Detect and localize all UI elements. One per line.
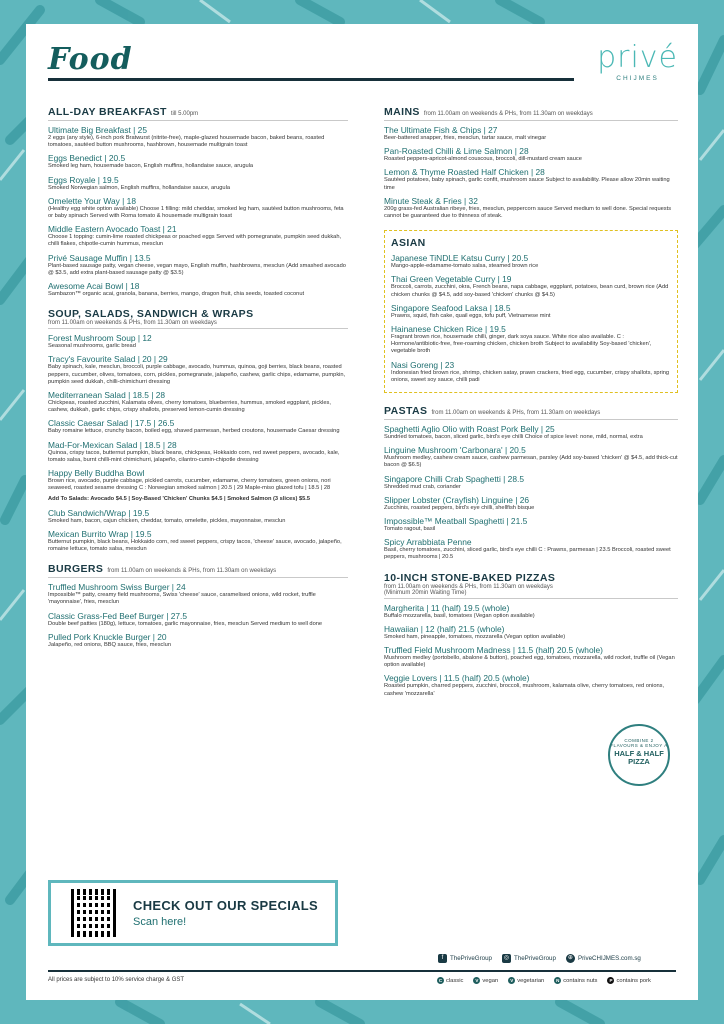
item-desc: Baby spinach, kale, mesclun, broccoli, purple cabbage, avocado, hummus, quinoa, goji berries, black beans, roasted peppers, cucumber, olives, tomatoes, corn, pickles, pomegranate, jalapeño, cashew, garlic chips, edamame, pumpkin, pumpkin seed dukkah, chilli-chimichurri dressing — [48, 364, 346, 385]
menu-item — [48, 611, 348, 628]
item-name: Veggie Lovers | 11.5 (half) 20.5 (whole) — [384, 673, 530, 684]
item-desc: Broccoli, carrots, zucchini, okra, French beans, napa cabbage, eggplant, potatoes, bean curd, brown rice (Add chicken chunks @ $4.5, add soy-based 'chicken' chunks @ $4.5) — [391, 284, 669, 298]
item-name: Hawaiian | 12 (half) 21.5 (whole) — [384, 623, 505, 634]
item-desc: Basil, cherry tomatoes, zucchini, sliced garlic, bird's eye chilli C : Prawns, parmesan | 23.5 Broccoli, roasted sweet peppers, mushrooms | 20.5 — [384, 547, 671, 561]
item-desc: Beer-battered snapper, fries, mesclun, tartar sauce, malt vinegar — [384, 135, 547, 141]
legend-item — [553, 977, 597, 984]
item-desc: Choose 1 topping: cumin-lime roasted chickpeas or poached eggs Served with pomegranate, pumpkin seed dukkah, chilli flakes, chipotle-cumin hummus, mesclun — [48, 234, 342, 248]
item-name: Impossible™ Meatball Spaghetti | 21.5 — [384, 516, 528, 527]
item-name: Eggs Royale | 19.5 — [48, 174, 119, 185]
section-title: BURGERS — [48, 563, 104, 576]
item-name: Margherita | 11 (half) 19.5 (whole) — [384, 602, 510, 613]
menu-item — [48, 253, 348, 277]
legend-label: contains nuts — [563, 977, 598, 984]
vegetarian-icon: V — [510, 978, 514, 983]
legend-label: contains pork — [616, 977, 651, 984]
menu-item — [48, 632, 348, 649]
item-desc: Smoked ham, bacon, cajun chicken, cheddar, tomato, omelette, pickles, mayonnaise, mesclun — [48, 517, 286, 524]
menu-item — [48, 125, 348, 149]
instagram-icon: ◎ — [503, 955, 510, 961]
menu-item — [384, 624, 678, 641]
item-name: The Ultimate Fish & Chips | 27 — [384, 125, 498, 135]
section-breakfast — [48, 106, 348, 298]
item-desc: Brown rice, avocado, purple cabbage, pickled carrots, cucumber, edamame, cherry tomatoes, green onions, nori seaweed, roasted sesame dressing C : Norwegian smoked salmon | 20.5 | 29 Maple-miso glazed tofu | 18.5 | 28 — [48, 478, 331, 492]
item-desc: Double beef patties (180g), lettuce, tomatoes, garlic mayonnaise, fries, mesclun Served medium to well done — [48, 620, 323, 627]
menu-item — [384, 196, 678, 220]
section-subtitle-2: (Minimum 20min Waiting Time) — [384, 589, 467, 596]
item-name: Spicy Arrabbiata Penne — [384, 537, 472, 548]
menu-item — [384, 516, 678, 533]
item-name: Add To Salads: Avocado $4.5 | Soy-Based 'Chicken' Chunks $4.5 | Smoked Salmon (3 slices) $5.5 — [48, 496, 311, 503]
item-desc: Shredded mud crab, coriander — [384, 483, 461, 490]
legend-item — [507, 977, 544, 984]
globe-icon: ⊕ — [567, 955, 573, 961]
item-name: Tracy's Favourite Salad | 20 | 29 — [48, 354, 168, 365]
section-title: MAINS — [384, 106, 420, 118]
social-label: ThePriveGroup — [450, 955, 492, 962]
item-name: Ultimate Big Breakfast | 25 — [48, 125, 147, 135]
social-label: ThePriveGroup — [513, 955, 556, 962]
half-and-half-badge — [608, 724, 670, 786]
item-desc: Tomato ragout, basil — [384, 526, 436, 533]
section-title: SOUP, SALADS, SANDWICH & WRAPS — [48, 308, 254, 321]
item-name: Happy Belly Buddha Bowl — [48, 468, 145, 479]
section-title: ALL-DAY BREAKFAST — [48, 106, 167, 118]
menu-item — [48, 418, 348, 435]
item-desc: Mushroom medley (portobello, abalone & button), poached egg, tomatoes, mozzarella, wild rocket, truffle oil (Vegan option available) — [384, 655, 675, 669]
item-desc: Mushroom medley, cashew cream sauce, cashew parmesan, parsley (Add soy-based 'chicken' @ $4.5, add thick-cut bacon @ $6.5) — [384, 455, 678, 469]
section-subtitle: from 11.00am on weekends & PHs, from 11.30am on weekdays — [423, 111, 593, 117]
item-name: Awesome Acai Bowl | 18 — [48, 281, 140, 292]
section-subtitle: from 11.00am on weekends & PHs, from 11.30am on weekdays — [431, 410, 601, 417]
menu-item — [384, 673, 678, 697]
badge-small-text: COMBINE 2 FLAVOURS & ENJOY A — [610, 738, 668, 748]
menu-item — [391, 324, 671, 356]
menu-item — [48, 153, 348, 170]
item-name: Slipper Lobster (Crayfish) Linguine | 26 — [384, 494, 530, 505]
item-desc: Smoked leg ham, housemade bacon, English muffins, hollandaise sauce, arugula — [48, 163, 254, 170]
legend-label: vegan — [482, 977, 499, 984]
item-desc: Sundried tomatoes, bacon, sliced garlic, bird's eye chilli Choice of spice level: none, mild, normal, extra — [384, 434, 643, 441]
item-name: Pulled Pork Knuckle Burger | 20 — [48, 631, 167, 642]
menu-item — [48, 468, 348, 492]
vegan-icon: V — [475, 978, 479, 983]
specials-subtitle: Scan here! — [133, 916, 187, 928]
item-desc: Indonesian fried brown rice, shrimp, chicken satay, prawn crackers, fried egg, cucumber, crispy shallots, spring onions, sweet soy sauce, chilli padi — [391, 369, 670, 383]
title-divider — [48, 78, 574, 81]
menu-item — [48, 529, 348, 553]
menu-item — [384, 125, 678, 142]
menu-item — [384, 645, 678, 669]
item-desc: Prawns, squid, fish cake, quail eggs, tofu puff, Vietnamese mint — [391, 312, 551, 319]
menu-item — [48, 390, 348, 414]
menu-item — [384, 474, 678, 491]
menu-item — [48, 333, 348, 350]
section-subtitle: till 5.00pm — [170, 111, 199, 117]
website-link[interactable] — [566, 954, 641, 963]
item-name: Spaghetti Aglio Olio with Roast Pork Belly | 25 — [384, 424, 555, 435]
pork-icon: P — [609, 978, 613, 983]
section-subtitle: from 11.00am on weekends & PHs, from 11.30am on weekdays — [384, 583, 553, 590]
item-desc: Plant-based sausage patty, vegan cheese, vegan mayo, English muffin, hashbrowns, mesclun (Add smashed avocado @ $3.5, add extra plant-based sausage patty @ $3.5) — [48, 262, 346, 276]
menu-item — [391, 274, 671, 298]
item-name: Singapore Seafood Laksa | 18.5 — [391, 302, 511, 313]
menu-item — [384, 424, 678, 441]
item-name: Minute Steak & Fries | 32 — [384, 195, 478, 206]
specials-text — [133, 898, 318, 928]
item-name: Middle Eastern Avocado Toast | 21 — [48, 224, 177, 235]
menu-item — [384, 445, 678, 469]
qr-code-icon[interactable] — [71, 889, 119, 937]
menu-item — [384, 167, 678, 191]
menu-item — [48, 196, 348, 220]
item-desc: Butternut pumpkin, black beans, Hokkaido corn, red sweet peppers, crispy tacos, 'cheese' sauce, avocado, jalapeño, romaine lettuce, tomato salsa, mesclun — [48, 538, 342, 553]
item-desc: Roasted pumpkin, charred peppers, zucchini, broccoli, mushroom, kalamata olive, cherry tomatoes, red onions, cashew 'mozzarella' — [384, 683, 665, 697]
footer-divider — [48, 970, 676, 972]
item-desc: Chickpeas, roasted zucchini, Kalamata olives, cherry tomatoes, blueberries, hummus, smoked eggplant, pickles, cashew, dukkah, garlic chips, crispy shallots, preserved lemon-cumin dressing — [48, 400, 331, 414]
social-label: PriveCHIJMES.com.sg — [577, 955, 641, 962]
left-column — [48, 106, 348, 659]
menu-item — [48, 281, 348, 298]
item-desc: Jalapeño, red onions, BBQ sauce, fries, mesclun — [48, 641, 171, 648]
section-subtitle: from 11.00am on weekends & PHs, from 11.30am on weekdays — [48, 320, 217, 327]
item-name: Japanese TiNDLE Katsu Curry | 20.5 — [391, 253, 529, 264]
legend-label: vegetarian — [517, 977, 545, 984]
section-burgers — [48, 563, 348, 649]
item-name: Eggs Benedict | 20.5 — [48, 153, 126, 164]
classic-icon: C — [438, 978, 443, 983]
item-name: Classic Caesar Salad | 17.5 | 26.5 — [48, 418, 175, 429]
section-mains — [384, 106, 678, 220]
legend-label: classic — [446, 977, 464, 984]
menu-item — [48, 440, 348, 464]
menu-item — [384, 603, 678, 620]
page-title: Food — [48, 42, 133, 77]
menu-sheet — [26, 24, 698, 1000]
item-desc: Baby romaine lettuce, crunchy bacon, boiled egg, shaved parmesan, herbed croutons, housemade Caesar dressing — [48, 428, 340, 435]
item-desc: Sambazon™ organic acai, granola, banana, berries, mango, dragon fruit, chia seeds, toasted coconut — [48, 291, 305, 298]
dietary-legend — [436, 977, 651, 984]
menu-item — [48, 354, 348, 386]
section-pizzas — [384, 572, 678, 698]
menu-item — [48, 508, 348, 525]
item-name: Classic Grass-Fed Beef Burger | 27.5 — [48, 610, 188, 621]
facebook-link[interactable] — [438, 954, 492, 963]
menu-item — [384, 146, 678, 163]
menu-item — [384, 495, 678, 512]
social-links — [438, 954, 641, 963]
nuts-icon: N — [556, 978, 560, 983]
item-name: Pan-Roasted Chilli & Lime Salmon | 28 — [384, 146, 529, 157]
item-desc: 200g grass-fed Australian ribeye, fries, mesclun, peppercorn sauce Served medium to well done. Special requests cannot be guaranteed due to thinness of steak. — [384, 205, 672, 220]
menu-item — [391, 303, 671, 320]
brand-location: CHIJMES — [616, 75, 659, 82]
item-name: Truffled Mushroom Swiss Burger | 24 — [48, 582, 186, 593]
item-desc: (Healthy egg white option available) Choose 1 filling: mild cheddar, smoked leg ham, sautéed button mushrooms, feta or baby spinach Served with Roma tomato & housemade multigrain toast — [48, 205, 344, 220]
item-name: Mediterranean Salad | 18.5 | 28 — [48, 390, 166, 401]
item-name: Club Sandwich/Wrap | 19.5 — [48, 507, 150, 518]
section-subtitle: from 11.00am on weekends & PHs, from 11.30am on weekdays — [107, 568, 277, 575]
item-desc: Sautéed potatoes, baby spinach, garlic confit, mushroom sauce Subject to availability. Please allow 20min waiting time — [384, 177, 670, 191]
specials-banner[interactable] — [48, 880, 338, 946]
item-desc: Quinoa, crispy tacos, butternut pumpkin, black beans, chickpeas, Hokkaido corn, red sweet peppers, avocado, kale, tomato salsa, burnt chilli-mint chimichurri, jalapeño, cilantro-cumin-chipotle dressing — [48, 449, 340, 463]
legend-item — [472, 977, 498, 984]
section-soups — [48, 308, 348, 553]
item-name: Mexican Burrito Wrap | 19.5 — [48, 528, 152, 539]
item-name: Privé Sausage Muffin | 13.5 — [48, 252, 151, 263]
section-title: PASTAS — [384, 405, 428, 418]
menu-item — [384, 537, 678, 561]
item-name: Lemon & Thyme Roasted Half Chicken | 28 — [384, 167, 545, 178]
item-name: Singapore Chilli Crab Spaghetti | 28.5 — [384, 473, 524, 484]
item-desc: 2 eggs (any style), 6-inch pork Bratwurst (nitrite-free), maple-glazed housemade bacon, baked beans, roasted tomatoes, sautéed button mushrooms, hashbrown, housemade multigrain toast — [48, 135, 325, 149]
menu-item — [48, 224, 348, 248]
section-pastas — [384, 405, 678, 562]
item-desc: Smoked ham, pineapple, tomatoes, mozzarella (Vegan option available) — [384, 633, 566, 640]
item-desc: Smoked Norwegian salmon, English muffins, hollandaise sauce, arugula — [48, 184, 230, 191]
item-desc: Fragrant brown rice, housemade chilli, ginger, dark soya sauce. White rice also available. C : Hormone/antibiotic-free, free-roaming chicken, chicken broth Subject to availability Soy-based 'chicken', vegetable broth — [391, 334, 652, 355]
right-column — [384, 106, 678, 708]
badge-big-text: HALF & HALF PIZZA — [614, 749, 664, 766]
item-name: Truffled Field Mushroom Madness | 11.5 (half) 20.5 (whole) — [384, 645, 603, 656]
section-title: 10-INCH STONE-BAKED PIZZAS — [384, 571, 556, 584]
section-title: ASIAN — [391, 237, 426, 250]
menu-item — [391, 253, 671, 270]
menu-item — [48, 582, 348, 606]
legend-item — [436, 977, 463, 984]
item-desc: Seasonal mushrooms, garlic bread — [48, 343, 136, 350]
item-desc: Roasted peppers-apricot-almond couscous, broccoli, dill-mustard cream sauce — [384, 156, 582, 163]
instagram-link[interactable] — [502, 954, 556, 963]
item-name: Omelette Your Way | 18 — [48, 195, 136, 206]
menu-item — [391, 360, 671, 384]
item-desc: Mango-apple-edamame-tomato salsa, steamed brown rice — [391, 263, 539, 270]
item-name: Hainanese Chicken Rice | 19.5 — [391, 324, 506, 335]
brand-name: privé — [597, 40, 678, 75]
item-name: Mad-For-Mexican Salad | 18.5 | 28 — [48, 439, 177, 450]
legend-item — [606, 977, 650, 984]
facebook-icon: f — [438, 954, 447, 963]
brand-logo — [597, 42, 678, 82]
add-to-salads — [48, 496, 348, 503]
item-desc: Impossible™ patty, creamy field mushrooms, Swiss 'cheese' sauce, caramelised onions, wild rocket, truffle 'mayonnaise', fries, mesclun — [48, 592, 316, 606]
item-name: Linguine Mushroom 'Carbonara' | 20.5 — [384, 445, 526, 456]
section-asian — [384, 230, 678, 393]
menu-item — [48, 175, 348, 192]
item-name: Forest Mushroom Soup | 12 — [48, 333, 152, 344]
item-desc: Buffalo mozzarella, basil, tomatoes (Vegan option available) — [384, 612, 535, 619]
item-desc: Zucchinis, roasted peppers, bird's eye chilli, shellfish bisque — [384, 504, 535, 511]
service-charge-note: All prices are subject to 10% service charge & GST — [48, 977, 185, 983]
item-name: Thai Green Vegetable Curry | 19 — [391, 274, 512, 285]
specials-title: CHECK OUT OUR SPECIALS — [133, 898, 319, 913]
item-name: Nasi Goreng | 23 — [391, 359, 455, 370]
